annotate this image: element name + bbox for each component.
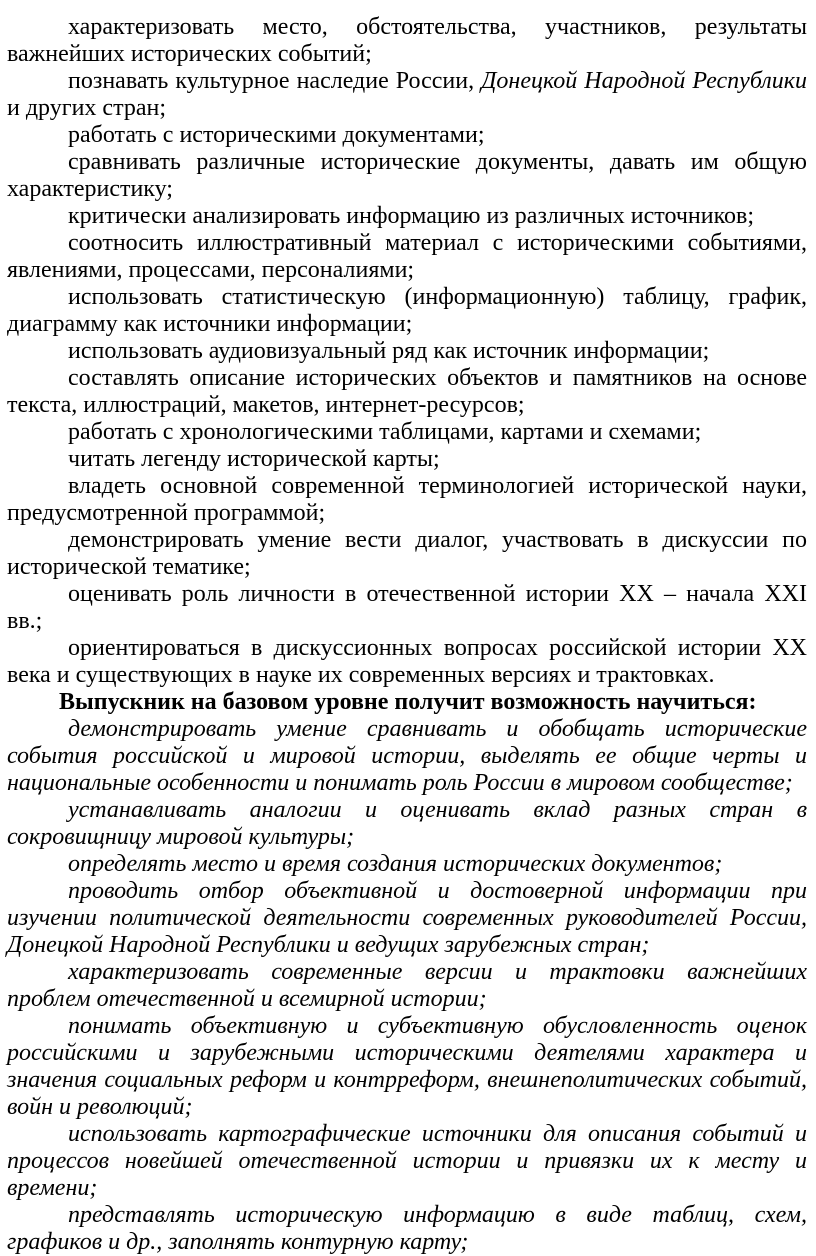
document-page (7, 14, 807, 1256)
list-item: владеть основной современной терминологией исторической науки, предусмотренной программой; (7, 473, 807, 526)
list-item: использовать статистическую (информационную) таблицу, график, диаграмму как источники информации; (7, 284, 807, 337)
list-item: устанавливать аналогии и оценивать вклад разных стран в сокровищницу мировой культуры; (7, 797, 807, 850)
list-item: оценивать роль личности в отечественной истории XX – начала XXI вв.; (7, 581, 807, 634)
list-item: сравнивать различные исторические документы, давать им общую характеристику; (7, 149, 807, 202)
list-item: определять место и время создания исторических документов; (68, 851, 723, 877)
list-item: работать с историческими документами; (68, 122, 485, 148)
list-item: характеризовать современные версии и трактовки важнейших проблем отечественной и всемирной истории; (7, 959, 807, 1012)
list-item (7, 68, 807, 122)
list-item: представлять историческую информацию в виде таблиц, схем, графиков и др., заполнять контурную карту; (7, 1202, 807, 1255)
list-item: использовать аудиовизуальный ряд как источник информации; (68, 338, 710, 364)
list-item: работать с хронологическими таблицами, картами и схемами; (68, 419, 702, 445)
list-item: проводить отбор объективной и достоверной информации при изучении политической деятельности современных руководителей России, Донецкой Народной Республики и ведущих зарубежных стран; (7, 878, 807, 958)
list-item: использовать картографические источники для описания событий и процессов новейшей отечественной истории и привязки их к месту и времени; (7, 1121, 807, 1201)
list-item: характеризовать место, обстоятельства, участников, результаты важнейших исторических событий; (7, 14, 807, 67)
list-item: соотносить иллюстративный материал с историческими событиями, явлениями, процессами, персоналиями; (7, 230, 807, 283)
section-heading: Выпускник на базовом уровне получит возможность научиться: (59, 689, 757, 715)
list-item: демонстрировать умение сравнивать и обобщать исторические события российской и мировой истории, выделять ее общие черты и национальные особенности и понимать роль России в мировом сообществе; (7, 716, 807, 796)
list-item: ориентироваться в дискуссионных вопросах российской истории XX века и существующих в науке их современных версиях и трактовках. (7, 635, 807, 688)
list-item: понимать объективную и субъективную обусловленность оценок российскими и зарубежными историческими деятелями характера и значения социальных реформ и контрреформ, внешнеполитических событий, войн и революций; (7, 1013, 807, 1120)
list-item: читать легенду исторической карты; (68, 446, 440, 472)
list-item-text: и других стран; (7, 95, 167, 121)
list-item-text: познавать культурное наследие России, (68, 68, 482, 94)
italic-region-name: Донецкой Народной Республики (481, 68, 807, 94)
list-item: демонстрировать умение вести диалог, участвовать в дискуссии по исторической тематике; (7, 527, 807, 580)
list-item: составлять описание исторических объектов и памятников на основе текста, иллюстраций, макетов, интернет-ресурсов; (7, 365, 807, 418)
list-item: критически анализировать информацию из различных источников; (68, 203, 755, 229)
